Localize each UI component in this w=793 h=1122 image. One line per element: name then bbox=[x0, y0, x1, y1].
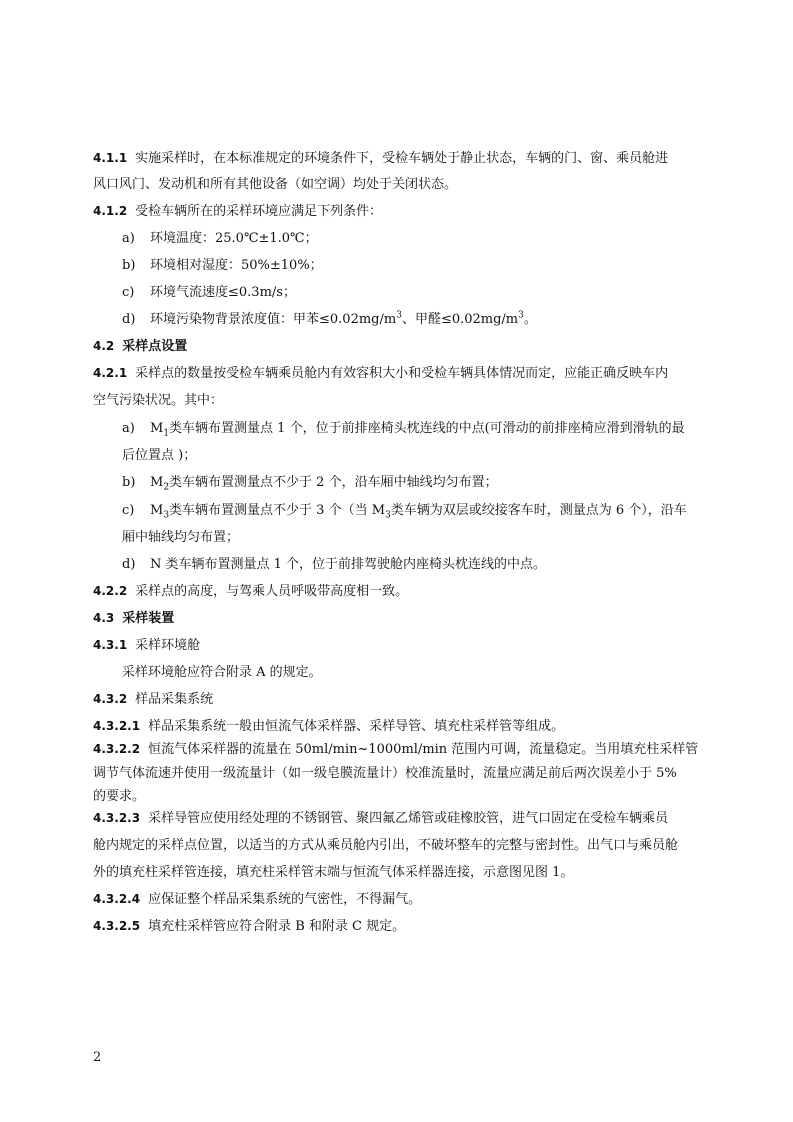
list-label: d) bbox=[122, 557, 136, 572]
clause-4-1-2 bbox=[93, 203, 382, 220]
list-label: b) bbox=[122, 475, 136, 490]
superscript: 3 bbox=[396, 310, 402, 321]
list-text: 类车辆布置测量点 1 个，位于前排座椅头枕连线的中点(可滑动的前排座椅应滑到滑轨的最 bbox=[169, 421, 685, 436]
clause-number: 4.2.1 bbox=[93, 366, 128, 380]
clause-title: 采样环境舱 bbox=[135, 638, 201, 653]
list-item-c bbox=[122, 502, 687, 519]
list-text: M bbox=[150, 421, 164, 436]
clause-number: 4.1.2 bbox=[93, 204, 128, 218]
clause-text: 采样点的数量按受检车辆乘员舱内有效容积大小和受检车辆具体情况而定，应能正确反映车内 bbox=[135, 366, 669, 381]
list-text: 、甲醛≤0.02mg/m bbox=[401, 312, 519, 327]
clause-text: 受检车辆所在的采样环境应满足下列条件： bbox=[135, 204, 383, 219]
clause-number: 4.3.2 bbox=[93, 692, 128, 706]
clause-text: 恒流气体采样器的流量在 50ml/min~1000ml/min 范围内可调，流量稳定。当用填充柱采样管 bbox=[148, 742, 699, 757]
clause-4-1-1-line2 bbox=[93, 176, 457, 193]
list-item-d bbox=[122, 556, 546, 573]
section-number: 4.2 bbox=[93, 339, 115, 353]
list-text: 环境相对湿度：50%±10%； bbox=[150, 258, 323, 273]
clause-number: 4.3.2.2 bbox=[93, 742, 141, 756]
list-text: 。 bbox=[523, 312, 537, 327]
clause-4-3-2-3-line3 bbox=[93, 864, 573, 881]
list-item-a bbox=[122, 420, 685, 437]
page-number: 2 bbox=[93, 1050, 102, 1065]
subscript: 3 bbox=[385, 510, 391, 521]
clause-text: 采样导管应使用经处理的不锈钢管、聚四氟乙烯管或硅橡胶管，进气口固定在受检车辆乘员 bbox=[148, 811, 669, 826]
list-item-d bbox=[122, 311, 537, 328]
list-label: c) bbox=[122, 285, 135, 300]
clause-text: 调节气体流速并使用一级流量计（如一级皂膜流量计）校准流量时，流量应满足前后两次误差小于 5% bbox=[93, 766, 677, 781]
clause-4-3-2-3-line2 bbox=[93, 837, 678, 854]
clause-4-3-2-2-line2 bbox=[93, 765, 677, 782]
list-text: N 类车辆布置测量点 1 个，位于前排驾驶舱内座椅头枕连线的中点。 bbox=[150, 557, 547, 572]
clause-text: 外的填充柱采样管连接，填充柱采样管末端与恒流气体采样器连接，示意图见图 1。 bbox=[93, 865, 574, 880]
list-text: M bbox=[150, 475, 164, 490]
clause-4-2-1-line2 bbox=[93, 392, 223, 409]
clause-text: 的要求。 bbox=[93, 789, 146, 804]
section-4-2-heading bbox=[93, 338, 187, 355]
clause-text: 应保证整个样品采集系统的气密性，不得漏气。 bbox=[148, 892, 422, 907]
superscript: 3 bbox=[518, 310, 524, 321]
list-text: 环境气流速度≤0.3m/s； bbox=[150, 285, 296, 300]
clause-number: 4.2.2 bbox=[93, 584, 128, 598]
clause-4-3-1-text bbox=[122, 664, 322, 681]
section-title: 采样点设置 bbox=[122, 339, 188, 354]
clause-number: 4.3.1 bbox=[93, 638, 128, 652]
list-item-c-cont bbox=[122, 529, 239, 546]
clause-4-3-2-2-line3 bbox=[93, 788, 145, 805]
subscript: 3 bbox=[163, 510, 170, 521]
list-text: 环境污染物背景浓度值：甲苯≤0.02mg/m bbox=[150, 312, 397, 327]
section-title: 采样装置 bbox=[122, 611, 175, 626]
clause-4-1-1-line1 bbox=[93, 150, 668, 167]
clause-text: 采样环境舱应符合附录 A 的规定。 bbox=[122, 665, 322, 680]
clause-number: 4.3.2.1 bbox=[93, 719, 141, 733]
list-text: 类车辆布置测量点不少于 2 个，沿车厢中轴线均匀布置； bbox=[169, 475, 498, 490]
list-item-c bbox=[122, 284, 296, 301]
clause-text: 采样点的高度，与驾乘人员呼吸带高度相一致。 bbox=[135, 584, 409, 599]
clause-4-2-2 bbox=[93, 583, 408, 600]
list-text: 后位置点 )； bbox=[122, 448, 197, 463]
list-label: c) bbox=[122, 503, 135, 518]
list-item-b bbox=[122, 474, 498, 491]
list-text: 类车辆布置测量点不少于 3 个（当 M bbox=[169, 503, 386, 518]
clause-number: 4.1.1 bbox=[93, 151, 128, 165]
subscript: 2 bbox=[163, 482, 170, 493]
list-item-a-cont bbox=[122, 447, 196, 464]
subscript: 1 bbox=[163, 428, 170, 439]
list-text: 类车辆为双层或绞接客车时，测量点为 6 个），沿车 bbox=[390, 503, 687, 518]
list-text: M bbox=[150, 503, 164, 518]
list-text: 厢中轴线均匀布置； bbox=[122, 530, 240, 545]
list-item-a bbox=[122, 230, 318, 247]
clause-4-3-2-4 bbox=[93, 891, 421, 908]
clause-4-3-1-heading bbox=[93, 637, 200, 654]
list-item-b bbox=[122, 257, 323, 274]
clause-text: 实施采样时，在本标准规定的环境条件下，受检车辆处于静止状态，车辆的门、窗、乘员舱进 bbox=[135, 151, 669, 166]
list-label: d) bbox=[122, 312, 136, 327]
clause-number: 4.3.2.3 bbox=[93, 811, 141, 825]
clause-4-3-2-3-line1 bbox=[93, 810, 668, 827]
clause-4-3-2-1 bbox=[93, 718, 564, 735]
clause-4-3-2-5 bbox=[93, 918, 405, 935]
list-label: a) bbox=[122, 231, 135, 246]
clause-number: 4.3.2.4 bbox=[93, 892, 141, 906]
section-number: 4.3 bbox=[93, 611, 115, 625]
clause-4-3-2-heading bbox=[93, 691, 213, 708]
clause-text: 填充柱采样管应符合附录 B 和附录 C 规定。 bbox=[148, 919, 406, 934]
clause-4-2-1-line1 bbox=[93, 365, 668, 382]
clause-text: 风口风门、发动机和所有其他设备（如空调）均处于关闭状态。 bbox=[93, 177, 458, 192]
clause-number: 4.3.2.5 bbox=[93, 919, 141, 933]
list-text: 环境温度：25.0℃±1.0℃； bbox=[150, 231, 318, 246]
clause-text: 样品采集系统一般由恒流气体采样器、采样导管、填充柱采样管等组成。 bbox=[148, 719, 565, 734]
list-label: a) bbox=[122, 421, 135, 436]
clause-4-3-2-2-line1 bbox=[93, 741, 698, 758]
section-4-3-heading bbox=[93, 610, 174, 627]
list-label: b) bbox=[122, 258, 136, 273]
clause-text: 舱内规定的采样点位置，以适当的方式从乘员舱内引出，不破坏整车的完整与密封性。出气口与乘员舱 bbox=[93, 838, 679, 853]
clause-title: 样品采集系统 bbox=[135, 692, 214, 707]
clause-text: 空气污染状况。其中： bbox=[93, 393, 224, 408]
